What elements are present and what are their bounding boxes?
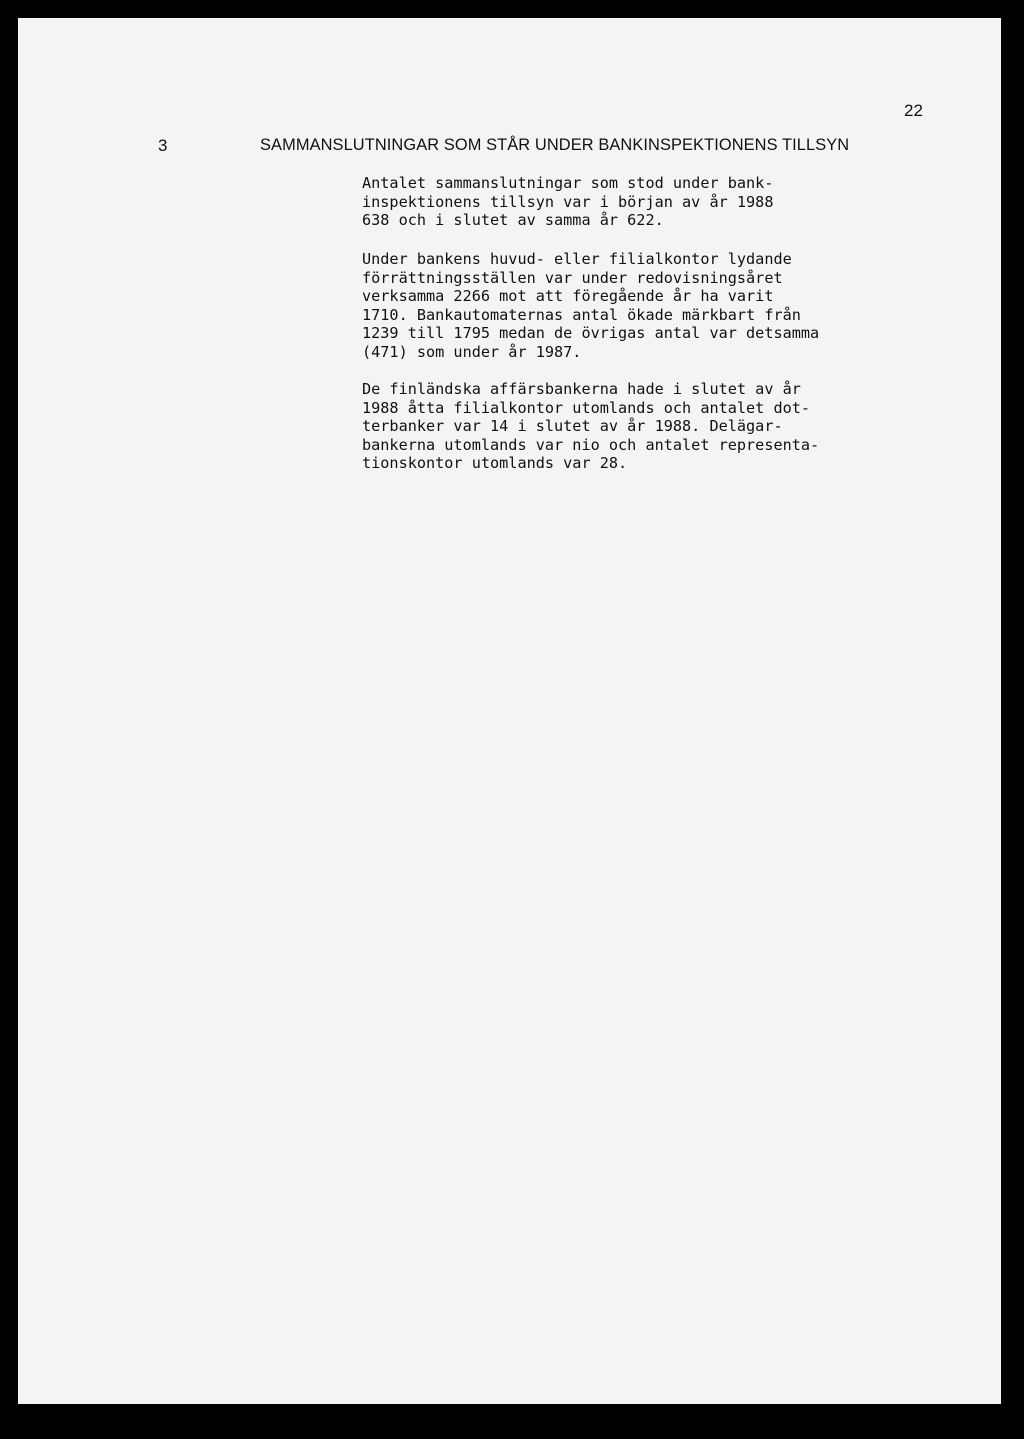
paragraph-1 xyxy=(362,174,773,230)
section-number: 3 xyxy=(158,136,168,155)
section-title: SAMMANSLUTNINGAR SOM STÅR UNDER BANKINSPEKTIONENS TILLSYN xyxy=(260,136,850,154)
paragraph-line: bankerna utomlands var nio och antalet representa- xyxy=(362,435,820,454)
paragraph-line: tionskontor utomlands var 28. xyxy=(362,454,628,473)
page-number: 22 xyxy=(904,101,923,120)
paragraph-line: terbanker var 14 i slutet av år 1988. Delägar- xyxy=(362,417,783,436)
paragraph-line: (471) som under år 1987. xyxy=(362,342,582,361)
paragraph-line: Antalet sammanslutningar som stod under bank- xyxy=(362,174,774,192)
paragraph-line: förrättningsställen var under redovisningsåret xyxy=(362,268,783,287)
paragraph-line: 1988 åtta filialkontor utomlands och antalet dot- xyxy=(362,398,811,417)
paragraph-line: verksamma 2266 mot att föregående år ha varit xyxy=(362,287,774,306)
paragraph-line: 1710. Bankautomaternas antal ökade märkbart från xyxy=(362,305,801,324)
paragraph-2 xyxy=(362,250,819,362)
paragraph-line: 638 och i slutet av samma år 622. xyxy=(362,211,664,230)
paragraph-line: inspektionens tillsyn var i början av år 1988 xyxy=(362,192,774,211)
paragraph-3 xyxy=(362,380,819,473)
paragraph-line: De finländska affärsbankerna hade i slutet av år xyxy=(362,380,801,398)
paragraph-line: 1239 till 1795 medan de övrigas antal var detsamma xyxy=(362,324,820,343)
paragraph-line: Under bankens huvud- eller filialkontor lydande xyxy=(362,250,792,268)
